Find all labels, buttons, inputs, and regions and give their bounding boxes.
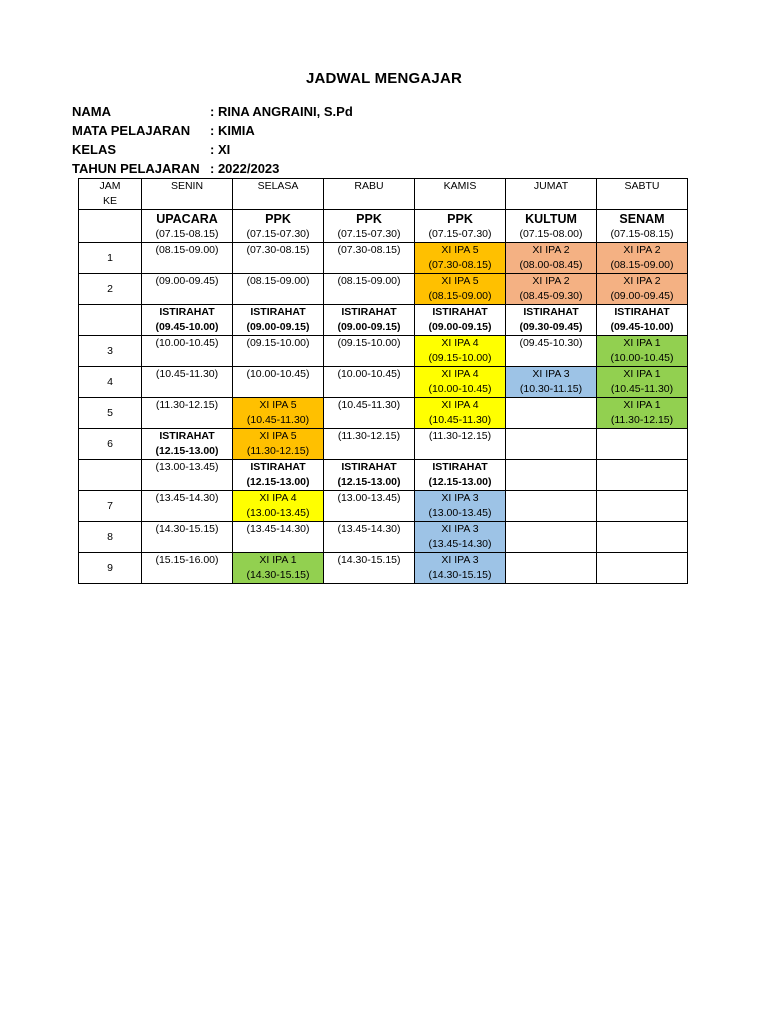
schedule-cell [597, 491, 688, 522]
jam-cell: 3 [79, 336, 142, 367]
class-cell: XI IPA 5 (07.30-08.15) [415, 243, 506, 274]
info-value: : XI [210, 142, 231, 157]
break-cell: ISTIRAHAT (09.45-10.00) [597, 305, 688, 336]
class-cell: XI IPA 3 (10.30-11.15) [506, 367, 597, 398]
schedule-cell [506, 429, 597, 460]
schedule-cell [506, 460, 597, 491]
schedule-cell: (09.45-10.30) [506, 336, 597, 367]
info-label: NAMA [72, 104, 111, 119]
info-label: MATA PELAJARAN [72, 123, 191, 138]
schedule-cell [506, 522, 597, 553]
jam-cell [79, 460, 142, 491]
table-row [79, 553, 688, 584]
table-row [79, 398, 688, 429]
class-cell: XI IPA 2 (08.15-09.00) [597, 243, 688, 274]
jam-cell [79, 210, 142, 243]
header-selasa: SELASA [233, 179, 324, 210]
document-title: JADWAL MENGAJAR [305, 70, 463, 87]
schedule-cell: (13.00-13.45) [324, 491, 415, 522]
header-senin: SENIN [142, 179, 233, 210]
schedule-cell: UPACARA (07.15-08.15) [142, 210, 233, 243]
schedule-cell: (14.30-15.15) [324, 553, 415, 584]
table-row [79, 336, 688, 367]
class-cell: XI IPA 2 (09.00-09.45) [597, 274, 688, 305]
class-cell: XI IPA 3 (14.30-15.15) [415, 553, 506, 584]
teacher-info [72, 102, 353, 178]
class-cell: XI IPA 5 (08.15-09.00) [415, 274, 506, 305]
table-row [79, 429, 688, 460]
schedule-cell: (08.15-09.00) [142, 243, 233, 274]
schedule-cell [597, 429, 688, 460]
header-kamis: KAMIS [415, 179, 506, 210]
schedule-cell: (11.30-12.15) [324, 429, 415, 460]
info-value: : KIMIA [210, 123, 255, 138]
schedule-cell: PPK (07.15-07.30) [324, 210, 415, 243]
schedule-cell [506, 553, 597, 584]
class-cell: XI IPA 4 (10.45-11.30) [415, 398, 506, 429]
class-cell: XI IPA 2 (08.00-08.45) [506, 243, 597, 274]
schedule-cell: (10.45-11.30) [324, 398, 415, 429]
info-value: : 2022/2023 [210, 161, 280, 176]
schedule-cell: (10.00-10.45) [233, 367, 324, 398]
schedule-cell: SENAM (07.15-08.15) [597, 210, 688, 243]
class-cell: XI IPA 5 (11.30-12.15) [233, 429, 324, 460]
class-cell: XI IPA 4 (10.00-10.45) [415, 367, 506, 398]
header-sabtu: SABTU [597, 179, 688, 210]
table-row [79, 522, 688, 553]
schedule-cell: (10.00-10.45) [324, 367, 415, 398]
jam-cell: 5 [79, 398, 142, 429]
schedule-cell [597, 460, 688, 491]
jam-cell: 2 [79, 274, 142, 305]
jam-cell [79, 305, 142, 336]
schedule-cell: (08.15-09.00) [233, 274, 324, 305]
schedule-cell: (07.30-08.15) [324, 243, 415, 274]
class-cell: XI IPA 2 (08.45-09.30) [506, 274, 597, 305]
table-row [79, 274, 688, 305]
table-row [79, 491, 688, 522]
schedule-cell: (11.30-12.15) [415, 429, 506, 460]
schedule-cell: (13.45-14.30) [142, 491, 233, 522]
schedule-cell [597, 553, 688, 584]
class-cell: XI IPA 1 (10.45-11.30) [597, 367, 688, 398]
schedule-table [78, 178, 688, 584]
table-row [79, 243, 688, 274]
schedule-cell: (09.00-09.45) [142, 274, 233, 305]
schedule-cell: (09.15-10.00) [324, 336, 415, 367]
class-cell: XI IPA 1 (11.30-12.15) [597, 398, 688, 429]
schedule-cell: (13.45-14.30) [324, 522, 415, 553]
schedule-cell: (10.45-11.30) [142, 367, 233, 398]
schedule-cell: (11.30-12.15) [142, 398, 233, 429]
break-cell: ISTIRAHAT (09.30-09.45) [506, 305, 597, 336]
header-jam-ke: JAM KE [79, 179, 142, 210]
break-cell: ISTIRAHAT (09.00-09.15) [324, 305, 415, 336]
schedule-cell: (13.45-14.30) [233, 522, 324, 553]
info-value: : RINA ANGRAINI, S.Pd [210, 104, 353, 119]
jam-cell: 8 [79, 522, 142, 553]
table-row [79, 305, 688, 336]
info-row-kelas [72, 140, 353, 159]
jam-cell: 4 [79, 367, 142, 398]
class-cell: XI IPA 1 (10.00-10.45) [597, 336, 688, 367]
info-label: KELAS [72, 142, 117, 157]
jam-cell: 9 [79, 553, 142, 584]
class-cell: XI IPA 5 (10.45-11.30) [233, 398, 324, 429]
jam-cell: 6 [79, 429, 142, 460]
table-row [79, 367, 688, 398]
schedule-cell: (14.30-15.15) [142, 522, 233, 553]
table-row [79, 460, 688, 491]
schedule-cell: PPK (07.15-07.30) [415, 210, 506, 243]
schedule-cell: (09.15-10.00) [233, 336, 324, 367]
schedule-cell [506, 491, 597, 522]
schedule-cell: (15.15-16.00) [142, 553, 233, 584]
schedule-cell: (07.30-08.15) [233, 243, 324, 274]
info-row-mapel [72, 121, 353, 140]
break-cell: ISTIRAHAT (12.15-13.00) [415, 460, 506, 491]
class-cell: XI IPA 4 (09.15-10.00) [415, 336, 506, 367]
schedule-cell: (08.15-09.00) [324, 274, 415, 305]
jam-cell: 1 [79, 243, 142, 274]
break-cell: ISTIRAHAT (09.00-09.15) [233, 305, 324, 336]
break-cell: ISTIRAHAT (12.15-13.00) [142, 429, 233, 460]
schedule-cell: (10.00-10.45) [142, 336, 233, 367]
header-jumat: JUMAT [506, 179, 597, 210]
class-cell: XI IPA 3 (13.00-13.45) [415, 491, 506, 522]
break-cell: ISTIRAHAT (12.15-13.00) [233, 460, 324, 491]
break-cell: ISTIRAHAT (12.15-13.00) [324, 460, 415, 491]
table-row [79, 210, 688, 243]
break-cell: ISTIRAHAT (09.45-10.00) [142, 305, 233, 336]
schedule-cell: KULTUM (07.15-08.00) [506, 210, 597, 243]
header-row [79, 179, 688, 210]
class-cell: XI IPA 4 (13.00-13.45) [233, 491, 324, 522]
jam-cell: 7 [79, 491, 142, 522]
break-cell: ISTIRAHAT (09.00-09.15) [415, 305, 506, 336]
class-cell: XI IPA 3 (13.45-14.30) [415, 522, 506, 553]
header-rabu: RABU [324, 179, 415, 210]
info-label: TAHUN PELAJARAN [72, 161, 200, 176]
class-cell: XI IPA 1 (14.30-15.15) [233, 553, 324, 584]
schedule-cell: PPK (07.15-07.30) [233, 210, 324, 243]
schedule-cell: (13.00-13.45) [142, 460, 233, 491]
info-row-nama [72, 102, 353, 121]
schedule-cell [597, 522, 688, 553]
schedule-cell [506, 398, 597, 429]
info-row-tahun [72, 159, 353, 178]
